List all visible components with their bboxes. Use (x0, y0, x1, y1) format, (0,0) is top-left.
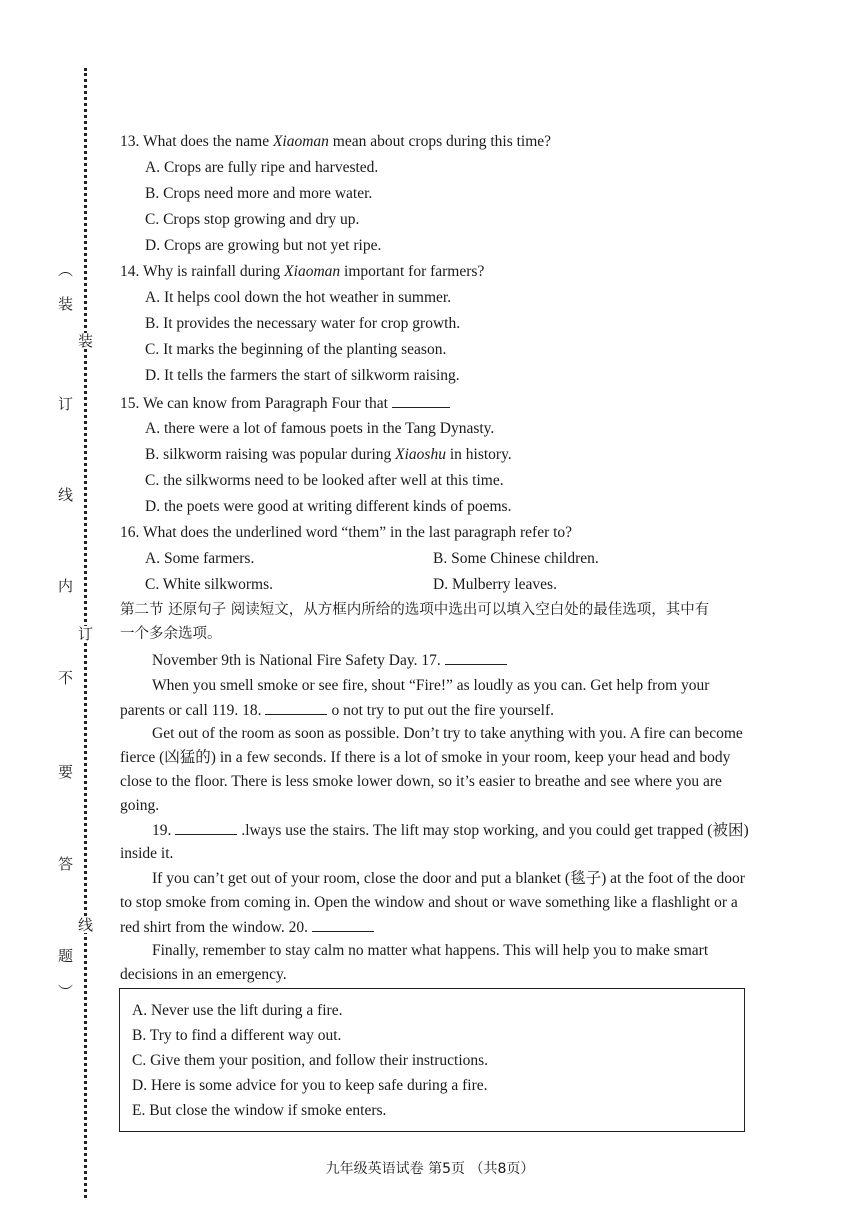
answer-blank[interactable] (392, 393, 450, 408)
question-13-stem: 13. What does the name Xiaoman mean about crops during this time? (120, 133, 552, 150)
answer-blank-19[interactable] (175, 820, 237, 835)
question-14-option-d: D. It tells the farmers the start of silkworm raising. (145, 367, 460, 384)
question-14-stem: 14. Why is rainfall during Xiaoman important for farmers? (120, 263, 485, 280)
margin-char: 订 (58, 395, 74, 413)
option-box-e: E. But close the window if smoke enters. (132, 1102, 387, 1119)
question-16-option-a: A. Some farmers. (145, 550, 255, 567)
question-15-stem: 15. We can know from Paragraph Four that (120, 393, 450, 414)
question-13-option-d: D. Crops are growing but not yet ripe. (145, 237, 382, 254)
margin-inner-char: 线 (78, 916, 94, 934)
question-16-option-b: B. Some Chinese children. (433, 550, 599, 567)
passage-paragraph-1: November 9th is National Fire Safety Day. 17. (152, 650, 511, 671)
option-box-b: B. Try to find a different way out. (132, 1027, 342, 1044)
question-14-option-c: C. It marks the beginning of the planting season. (145, 341, 447, 358)
passage-paragraph-5-cont: red shirt from the window. 20. (120, 917, 378, 938)
question-13-option-a: A. Crops are fully ripe and harvested. (145, 159, 379, 176)
question-15-option-d: D. the poets were good at writing different kinds of poems. (145, 498, 512, 515)
option-box-a: A. Never use the lift during a fire. (132, 1002, 343, 1019)
passage-paragraph-2: When you smell smoke or see fire, shout “Fire!” as loudly as you can. Get help from your (152, 677, 710, 694)
margin-char: 要 (58, 763, 74, 781)
option-box-c: C. Give them your position, and follow their instructions. (132, 1052, 489, 1069)
answer-blank-17[interactable] (445, 650, 507, 665)
passage-paragraph-5-cont: to stop smoke from coming in. Open the window and shout or wave something like a flashlight or a (120, 894, 738, 911)
margin-char: 题 (58, 947, 74, 965)
question-13-option-c: C. Crops stop growing and dry up. (145, 211, 360, 228)
passage-paragraph-4: 19. .lways use the stairs. The lift may stop working, and you could get trapped (被困) (152, 822, 749, 839)
passage-paragraph-4-cont: inside it. (120, 845, 174, 862)
margin-char: 内 (58, 577, 74, 595)
passage-paragraph-3: Get out of the room as soon as possible. Don’t try to take anything with you. A fire can become (152, 725, 743, 742)
passage-paragraph-5: If you can’t get out of your room, close the door and put a blanket (毯子) at the foot of the door (152, 870, 745, 887)
passage-paragraph-6-cont: decisions in an emergency. (120, 966, 287, 983)
option-box-d: D. Here is some advice for you to keep safe during a fire. (132, 1077, 488, 1094)
passage-paragraph-2-cont: parents or call 119. 18. o not try to put out the fire yourself. (120, 702, 555, 719)
margin-char: ︶ (58, 983, 74, 1001)
margin-char: 答 (58, 855, 74, 873)
section-2-instruction: 第二节 还原句子 阅读短文，从方框内所给的选项中选出可以填入空白处的最佳选项，其中有 (120, 602, 710, 618)
question-16-stem: 16. What does the underlined word “them” in the last paragraph refer to? (120, 524, 573, 541)
answer-blank-20[interactable] (312, 917, 374, 932)
margin-inner-char: 订 (78, 625, 94, 643)
answer-blank-18[interactable] (265, 700, 327, 715)
question-16-option-c: C. White silkworms. (145, 576, 274, 593)
margin-char: 线 (58, 486, 74, 504)
question-15-option-c: C. the silkworms need to be looked after well at this time. (145, 472, 504, 489)
passage-paragraph-3-cont: going. (120, 797, 160, 814)
question-15-option-b: B. silkworm raising was popular during Xiaoshu in history. (145, 446, 512, 463)
section-2-instruction-cont: 一个多余选项。 (120, 626, 222, 642)
margin-char: 装 (58, 295, 74, 313)
question-15-option-a: A. there were a lot of famous poets in the Tang Dynasty. (145, 420, 495, 437)
options-box (119, 988, 745, 1132)
question-14-option-a: A. It helps cool down the hot weather in summer. (145, 289, 452, 306)
question-14-option-b: B. It provides the necessary water for crop growth. (145, 315, 461, 332)
question-13-option-b: B. Crops need more and more water. (145, 185, 373, 202)
passage-paragraph-6: Finally, remember to stay calm no matter what happens. This will help you to make smart (152, 942, 709, 959)
passage-paragraph-3-cont: fierce (凶猛的) in a few seconds. If there is a lot of smoke in your room, keep your head and body (120, 749, 731, 766)
margin-char: 不 (58, 669, 74, 687)
margin-char: ︵ (58, 261, 74, 279)
passage-paragraph-3-cont: close to the floor. There is less smoke lower down, so it’s easier to breathe and see where you are (120, 773, 722, 790)
margin-inner-char: 装 (78, 332, 94, 350)
page-footer: 九年级英语试卷 第5页 （共8页） (325, 1161, 535, 1177)
question-16-option-d: D. Mulberry leaves. (433, 576, 557, 593)
